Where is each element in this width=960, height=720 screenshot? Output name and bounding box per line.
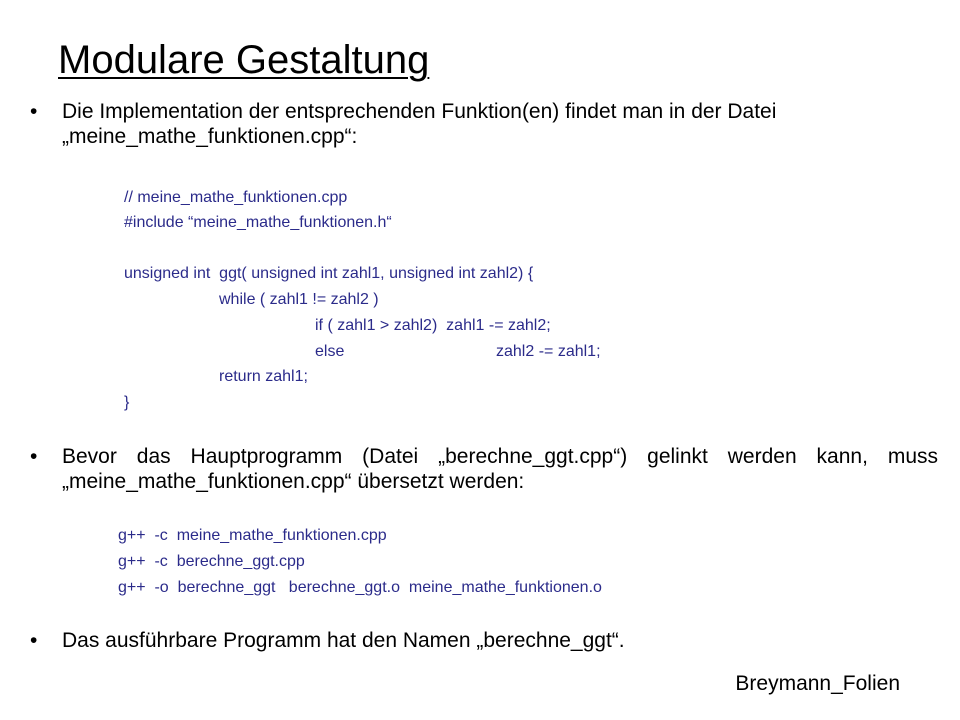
code-line: return zahl1; [219, 368, 308, 385]
bullet-implementation [62, 99, 938, 149]
command-line: g++ -c berechne_ggt.cpp [118, 553, 305, 570]
code-line: else [315, 343, 345, 360]
code-line: while ( zahl1 != zahl2 ) [219, 291, 379, 308]
bullet-executable-text: Das ausführbare Programm hat den Namen „berechne_ggt“. [62, 629, 625, 652]
command-line: g++ -o berechne_ggt berechne_ggt.o meine_mathe_funktionen.o [118, 579, 602, 596]
code-line: unsigned int ggt( unsigned int zahl1, unsigned int zahl2) { [124, 265, 534, 282]
slide-title: Modulare Gestaltung [58, 38, 430, 82]
code-line: zahl2 -= zahl1; [496, 343, 601, 360]
bullet-linking [62, 444, 938, 494]
bullet-linking-text: Bevor das Hauptprogramm (Datei „berechne_ggt.cpp“) gelinkt werden kann, muss „meine_mathe_funktionen.cpp“ übersetzt werden: [62, 445, 938, 493]
command-line: g++ -c meine_mathe_funktionen.cpp [118, 527, 387, 544]
bullet-implementation-text: Die Implementation der entsprechenden Funktion(en) findet man in der Datei „meine_mathe_funktionen.cpp“: [62, 100, 777, 148]
bullet-executable [62, 628, 938, 653]
code-line: #include “meine_mathe_funktionen.h“ [124, 214, 392, 231]
footer-source: Breymann_Folien [735, 672, 900, 695]
code-line: if ( zahl1 > zahl2) zahl1 -= zahl2; [315, 317, 551, 334]
code-line: } [124, 394, 130, 411]
code-line: // meine_mathe_funktionen.cpp [124, 189, 348, 206]
